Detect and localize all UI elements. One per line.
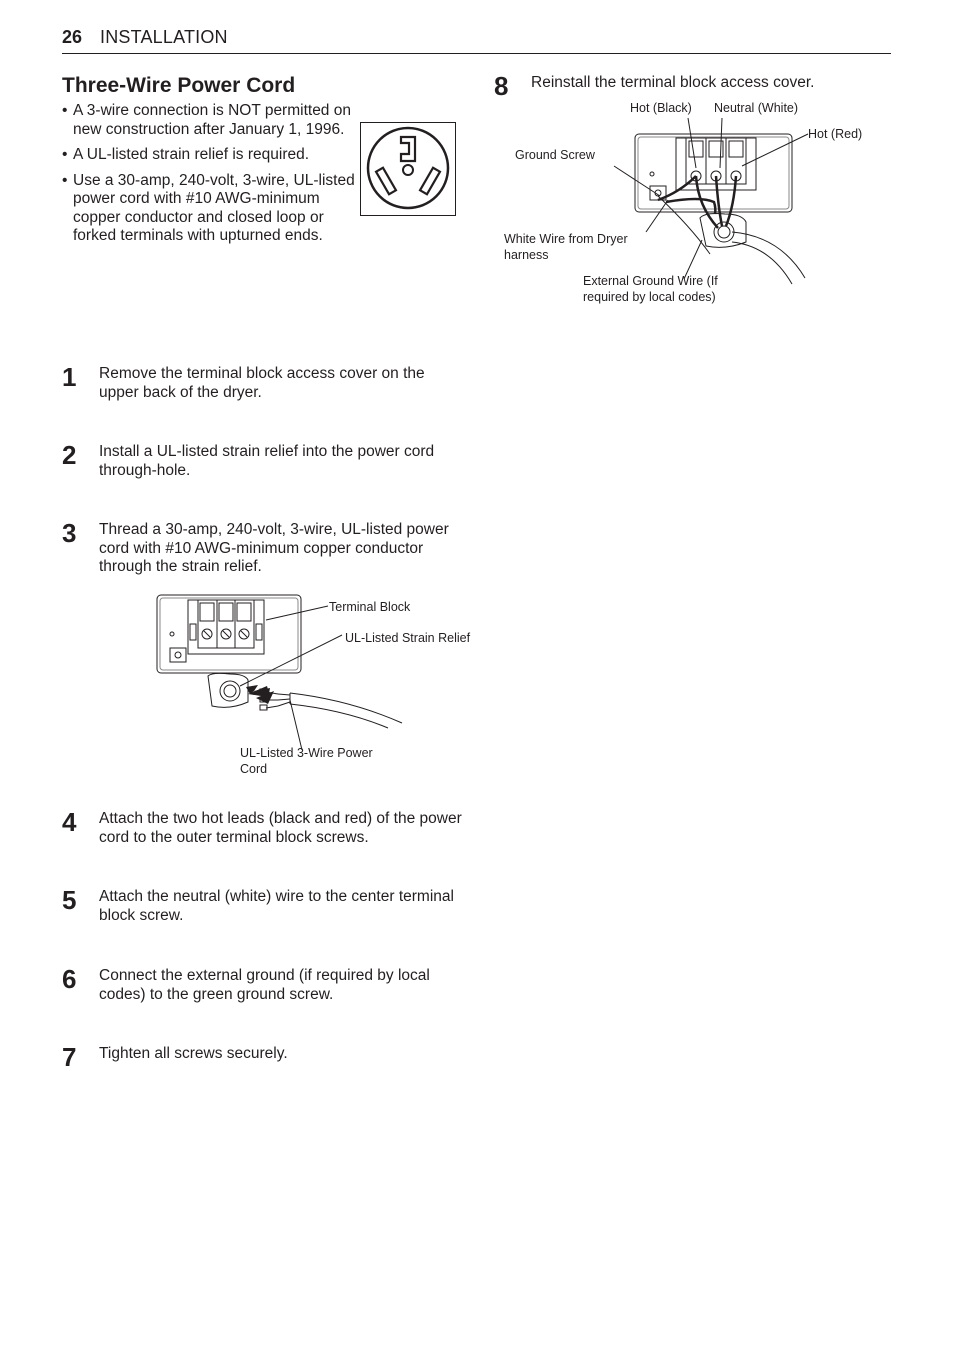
step-text: Attach the neutral (white) wire to the center terminal block screw. — [99, 888, 454, 924]
list-item: • Use a 30-amp, 240-volt, 3-wire, UL-listed power cord with #10 AWG-minimum copper conductor and closed loop or forked terminals with upturned ends. — [62, 172, 362, 246]
step-number: 1 — [62, 362, 77, 392]
neutral-white-label: Neutral (White) — [714, 101, 799, 115]
list-item: • A 3-wire connection is NOT permitted on new construction after January 1, 1996. — [62, 102, 362, 139]
step-text: Attach the two hot leads (black and red) of the power cord to the outer terminal block screws. — [99, 810, 462, 846]
step-number: 3 — [62, 518, 77, 548]
requirements-list — [62, 102, 362, 253]
wired-terminal-block-diagram — [500, 96, 880, 308]
step-text: Reinstall the terminal block access cover. — [531, 74, 815, 91]
step-number: 5 — [62, 885, 77, 915]
terminal-block-install-diagram — [150, 590, 480, 780]
list-item: • A UL-listed strain relief is required. — [62, 146, 362, 165]
external-ground-label-line1: External Ground Wire (If — [583, 274, 718, 288]
step-number: 2 — [62, 440, 77, 470]
step-number: 7 — [62, 1042, 77, 1072]
hot-red-label: Hot (Red) — [808, 127, 863, 141]
step-number: 4 — [62, 807, 77, 837]
power-cord-label-line2: Cord — [240, 762, 268, 776]
section-name: INSTALLATION — [100, 27, 228, 47]
white-wire-label-line1: White Wire from Dryer — [504, 232, 628, 246]
step-text: Remove the terminal block access cover on the upper back of the dryer. — [99, 365, 425, 401]
section-title: Three-Wire Power Cord — [62, 74, 296, 97]
step-number: 8 — [494, 71, 509, 101]
page-header — [62, 26, 891, 54]
page-number: 26 — [62, 27, 83, 47]
power-cord-label-line1: UL-Listed 3-Wire Power — [240, 746, 373, 760]
ground-screw-label: Ground Screw — [515, 148, 595, 162]
step-text: Tighten all screws securely. — [99, 1045, 288, 1062]
step-text: Connect the external ground (if required by local codes) to the green ground screw. — [99, 967, 430, 1003]
external-ground-label-line2: required by local codes) — [583, 290, 716, 304]
step-text: Install a UL-listed strain relief into the power cord through-hole. — [99, 443, 435, 479]
white-wire-label-line2: harness — [504, 248, 549, 262]
step-text: Thread a 30-amp, 240-volt, 3-wire, UL-listed power cord with #10 AWG-minimum copper conductor through the strain relief. — [99, 521, 449, 575]
terminal-block-label: Terminal Block — [329, 600, 411, 614]
strain-relief-label: UL-Listed Strain Relief — [345, 631, 471, 645]
hot-black-label: Hot (Black) — [630, 101, 692, 115]
three-prong-outlet-icon — [361, 123, 455, 215]
step-number: 6 — [62, 964, 77, 994]
outlet-illustration — [360, 122, 456, 216]
